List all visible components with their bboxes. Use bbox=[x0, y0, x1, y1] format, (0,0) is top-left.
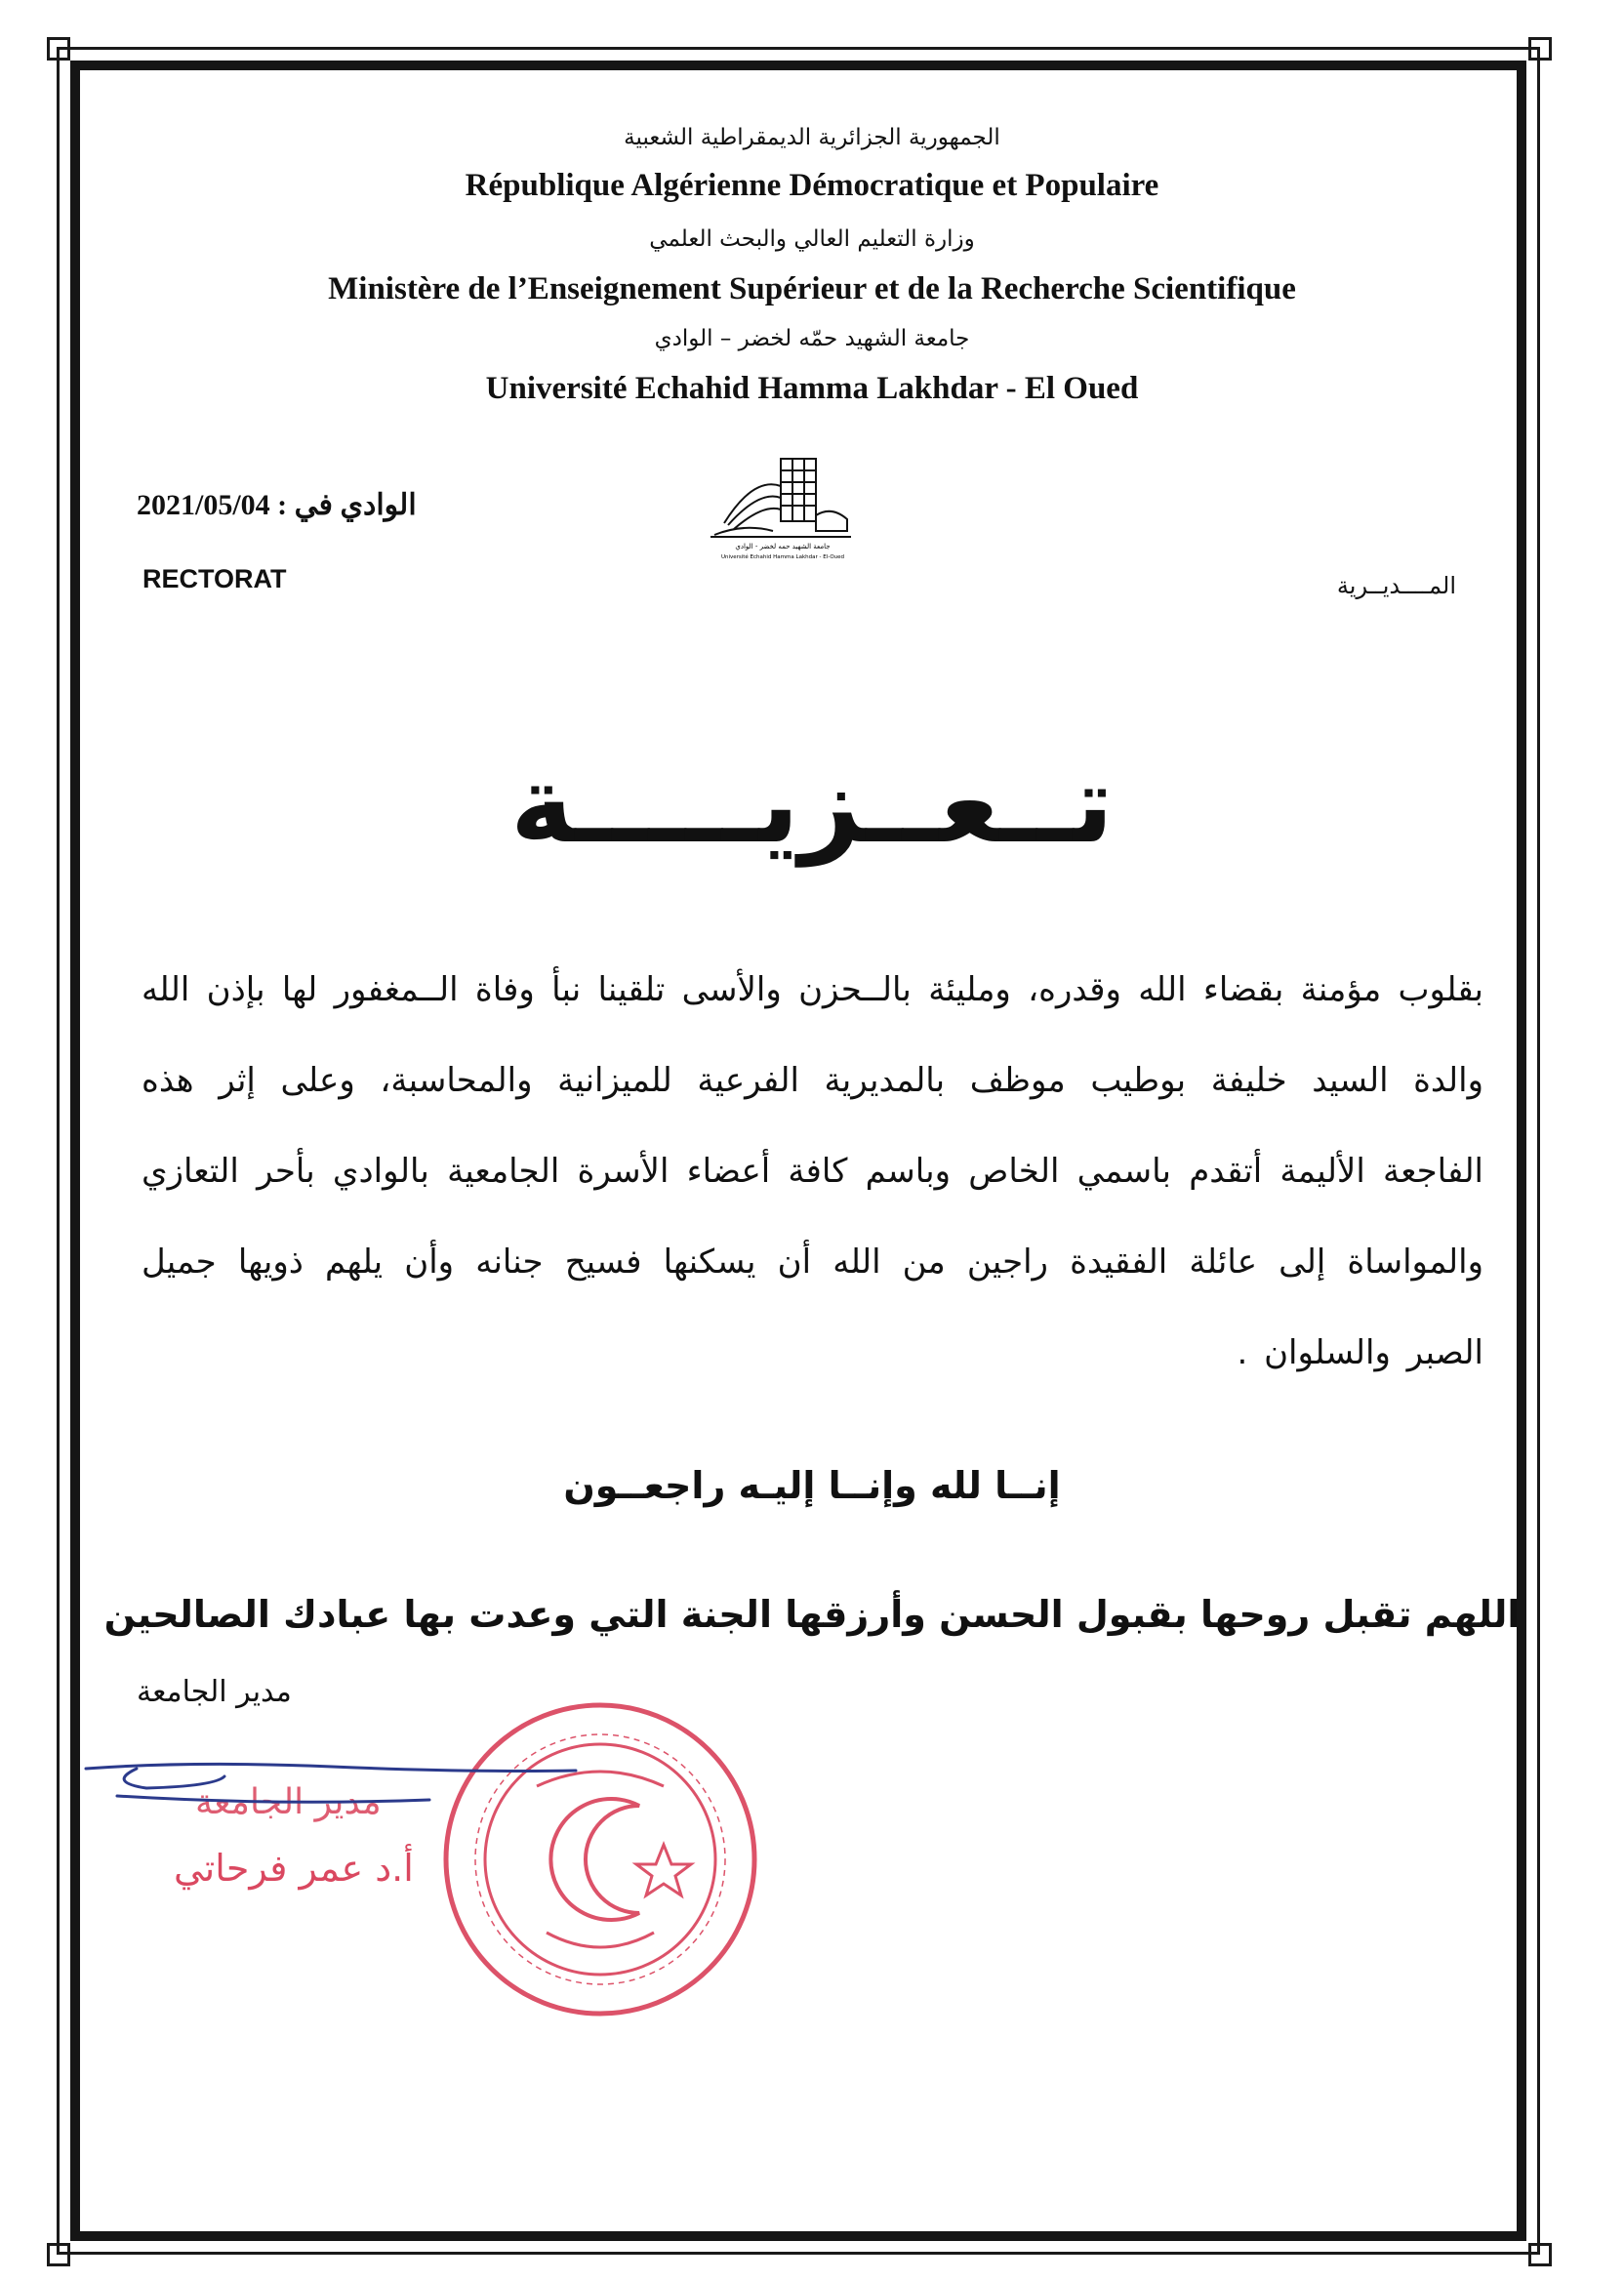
page-title: تــعــزيـــــة bbox=[509, 742, 1115, 867]
signer-name: أ.د عمر فرحاتي bbox=[174, 1847, 414, 1890]
republic-arabic: الجمهورية الجزائرية الديمقراطية الشعبية bbox=[624, 125, 1000, 150]
ministry-french: Ministère de l’Enseignement Supérieur et de la Recherche Scientifique bbox=[328, 271, 1296, 306]
frame-corner-br bbox=[1528, 2243, 1552, 2266]
rectorat-label: RECTORAT bbox=[142, 564, 287, 593]
logo-caption-french: Université Echahid Hamma Lakhdar - El-Oued bbox=[720, 554, 845, 560]
signer-title: مدير الجامعة bbox=[137, 1675, 292, 1709]
university-logo bbox=[705, 447, 861, 564]
logo-caption-arabic: جامعة الشهيد حمه لخضر - الوادي bbox=[735, 543, 831, 550]
frame-corner-bl bbox=[47, 2243, 70, 2266]
republic-french: République Algérienne Démocratique et Populaire bbox=[465, 168, 1159, 203]
university-french: Université Echahid Hamma Lakhdar - El Oued bbox=[485, 371, 1139, 406]
handwritten-signature bbox=[78, 1757, 586, 1815]
stamp-role-text: مدير الجامعة bbox=[195, 1782, 382, 1822]
official-stamp bbox=[429, 1698, 771, 2020]
ministry-arabic: وزارة التعليم العالي والبحث العلمي bbox=[649, 226, 975, 252]
frame-corner-tr bbox=[1528, 37, 1552, 61]
prayer-line: اللهم تقبل روحها بقبول الحسن وأرزقها الجنة التي وعدت بها عبادك الصالحين bbox=[103, 1593, 1521, 1636]
frame-corner-tl bbox=[47, 37, 70, 61]
quran-verse: إنــا لله وإنــا إليـه راجعــون bbox=[563, 1464, 1061, 1507]
condolence-body: بقلوب مؤمنة بقضاء الله وقدره، ومليئة بالــحزن والأسى تلقينا نبأ وفاة الــمغفور لها بإذن الله والدة السيد خليفة بوطيب موظف بالمديرية الفرعية للميزانية والمحاسبة، وعلى إثر هذه الفاجعة الأليمة أتقدم باسمي الخاص وباسم كافة أعضاء الأسرة الجامعية بالوادي بأحر التعازي والمواساة إلى عائلة الفقيدة راجين من الله أن يسكنها فسيح جنانه وأن يلهم ذويها جميل الصبر والسلوان . bbox=[142, 970, 1483, 1372]
university-arabic: جامعة الشهيد حمّه لخضر – الوادي bbox=[654, 326, 970, 351]
direction-label: المــــديــرية bbox=[1336, 572, 1456, 599]
date-line: الوادي في : 2021/05/04 bbox=[137, 489, 417, 521]
